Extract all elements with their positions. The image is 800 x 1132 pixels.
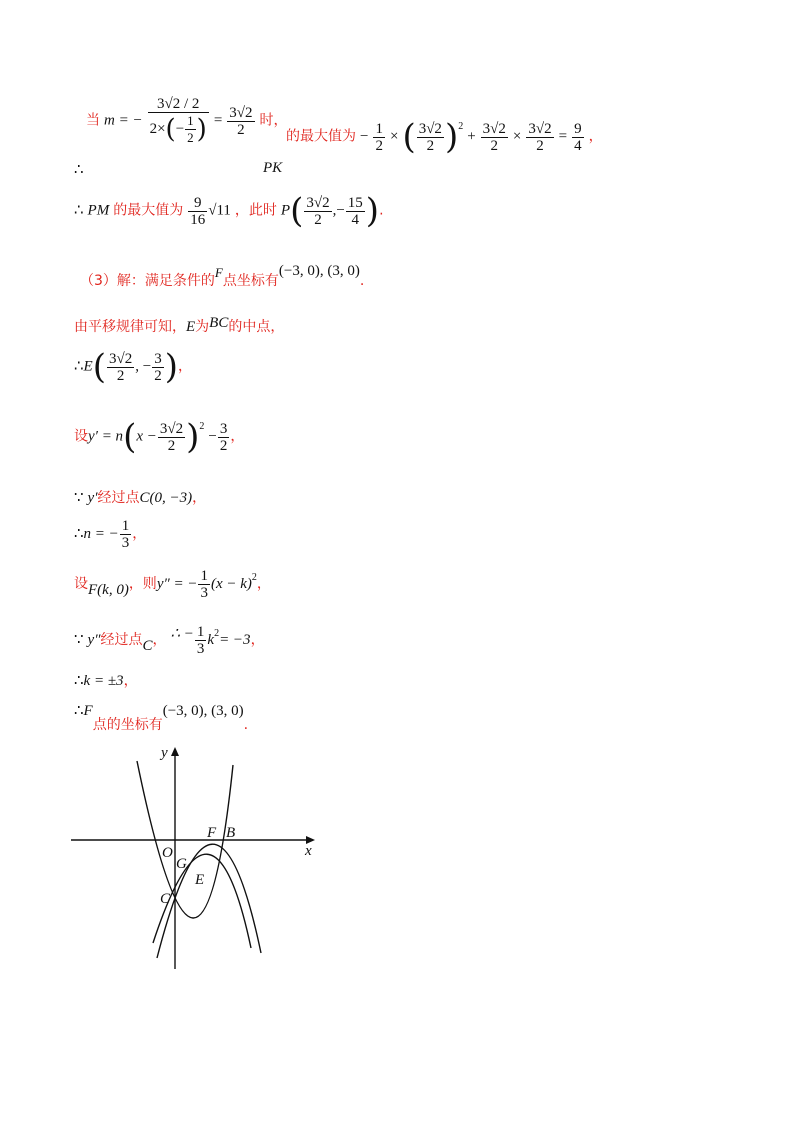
e-point: E [83,358,93,375]
ey-den: 2 [154,367,162,384]
k-value: k = ±3 [83,673,124,689]
ex-num: 3√2 [108,350,133,367]
k-den: 3 [200,585,208,601]
line-10 [74,624,265,657]
y-prime-eq: y′ = n [88,428,124,445]
coef-den: 16 [190,211,206,228]
coef-num: 9 [188,195,207,212]
px-num: 3√2 [306,194,330,211]
py-sign: ,− [332,202,345,219]
exp-6: 2 [199,420,205,432]
res2-num: 9 [574,120,582,137]
pm-label: PM [87,202,110,219]
ey-num: 3 [154,350,162,367]
line-11 [74,670,138,690]
period-12: . [243,717,249,733]
line-2: ∴ PM 的最大值为 $\frac{9}{16}$ √11 ，此时 P( $\frac{3√2}{2}$ ,− $\frac{15}{4}$ ). [74,191,384,231]
y-axis-arrow [171,747,179,756]
sq-den: 2 [426,137,435,154]
f-label: F [214,265,223,280]
py-num: 15 [347,194,363,211]
k-squared: k [207,632,215,649]
line-3 [80,263,365,290]
py-frac [346,195,365,228]
passes-through-10: 经过点 [100,632,143,649]
k-frac [198,568,210,601]
therefore-2: ∴ [74,202,84,219]
inner-den: 2 [167,437,176,454]
inner-x: x − [136,428,157,445]
frac-3 [481,121,508,154]
coords-3: (−3, 0), (3, 0) [278,263,360,279]
point-p: P [280,202,291,219]
result-2-fraction [572,121,584,154]
comma-9: ， [256,576,271,593]
res2-den: 4 [574,137,582,154]
f4-den: 2 [536,137,544,154]
k2-den: 3 [196,641,205,657]
max-label-2: 的最大值为 [113,202,184,219]
translation-text: 由平移规律可知， [74,319,186,335]
comma-10b: ， [250,632,265,649]
half-den: 2 [187,130,194,145]
c-point-7: C(0, −3) [139,490,193,506]
parabola-graph [65,743,325,973]
plus: + [467,128,476,145]
coef-frac [188,195,207,228]
period-3: . [359,273,365,289]
line-1 [86,96,288,146]
inner-num: 3√2 [159,420,184,437]
den-lead: 2× [149,120,166,137]
n-eq: n = − [83,526,119,543]
because-10: ∵ [74,632,84,649]
this-time: ，此时 [234,202,277,219]
exp-9: 2 [251,572,257,584]
line-5: ∴E( $\frac{3√2}{2}$ , − $\frac{3}{2}$ )， [74,347,192,387]
coords-text: 点坐标有 [222,273,279,289]
y-double-prime-eq: y″ = − [156,576,198,593]
f4-num: 3√2 [528,120,552,137]
she-9: 设 [74,576,88,593]
because-7: ∵ [74,490,84,506]
neg-sign: − [360,128,369,145]
half-num: 1 [187,113,194,128]
label-x: x [305,843,312,859]
ey-frac [152,351,164,384]
midpoint-text: 的中点， [228,319,285,335]
frac-half [373,121,385,154]
m-equals: m = − [104,112,143,129]
label-e: E [195,872,205,888]
line-6: 设y′ = n(x − $\frac{3√2}{2}$ )$^2$ − $\frac{3}{2}$ ， [74,417,245,457]
max-label-1: 的最大值为 [286,128,356,145]
line-7 [74,487,206,507]
line-9 [74,568,271,601]
k-num: 1 [200,568,208,584]
k2-frac [195,624,207,657]
m-fraction [148,96,209,146]
n-frac [120,518,132,551]
c-den: 2 [219,437,228,454]
result-num: 3√2 [229,104,253,121]
ex-den: 2 [116,367,125,384]
comma-1: ， [588,128,603,145]
frac-sq [417,121,444,154]
equals: = [213,112,223,129]
minus-6: − [208,428,217,445]
part-3-intro: （3）解：满足条件的 [80,273,215,289]
half-frac [185,113,196,146]
passes-through-7: 经过点 [97,490,140,506]
n-den: 3 [121,535,130,551]
label-f: F [207,825,217,841]
line-4 [74,316,284,336]
f3-den: 2 [490,137,499,154]
pk-label: PK [263,160,283,176]
times-2: × [512,128,522,145]
line-12 [74,700,249,733]
label-c: C [160,891,171,907]
label-o: O [162,845,173,861]
period-2: . [379,202,384,219]
e-label: E [186,319,196,335]
m-fraction-den: 2×(− $\frac{1}{2}$ ) [149,113,207,145]
f-point-12: F [83,703,93,719]
therefore-10: ∴ − [170,626,194,643]
wei-text: 为 [195,319,210,335]
times-1: × [389,128,399,145]
prefix-dang: 当 [86,112,100,129]
curve-y-prime [157,844,261,958]
sq-num: 3√2 [418,120,442,137]
py-den: 4 [351,211,360,228]
x-minus-k: (x − k) [210,576,252,593]
label-b: B [226,825,236,841]
therefore-5: ∴ [74,358,84,375]
f1-num: 1 [375,120,383,137]
ex-frac [107,351,134,384]
e-sep: , − [135,358,152,375]
ze-text: ，则 [128,576,157,593]
m-fraction-num: 3√2 / 2 [148,96,209,113]
frac-4 [526,121,553,154]
eq-neg3: = −3 [219,632,251,649]
y-double-prime: y″ [87,632,101,649]
therefore-11: ∴ [74,673,84,689]
she-6: 设 [74,428,88,445]
f3-num: 3√2 [482,120,506,137]
sq-exp: 2 [458,120,464,132]
result-den: 2 [237,121,245,138]
comma-8: ， [132,526,147,543]
comma-7: ， [192,490,207,506]
therefore-8: ∴ [74,526,84,543]
result-fraction [227,105,254,138]
c-point-10: C [142,638,153,655]
label-g: G [176,856,187,872]
suffix-shi: 时， [259,112,288,129]
comma-11: ， [123,673,138,689]
sqrt-11: √11 [208,202,231,219]
f-coords-text: 点的坐标有 [92,717,163,733]
c-num: 3 [219,420,228,437]
f1-den: 2 [375,137,383,154]
px-den: 2 [314,211,322,228]
therefore-1: ∴ [74,162,84,178]
comma-10a: ， [152,632,167,649]
line-1-max: 的最大值为 − $\frac{1}{2}$ × ( $\frac{3√2}{2}$ )$^2$ + $\frac{3√2}{2}$ × $\frac{3√2}{2}$ = $\frac{9}{4}$ ， [286,117,603,157]
line-8 [74,518,146,551]
therefore-12: ∴ [74,703,84,719]
inner-frac [158,421,185,454]
comma-5: ， [177,358,192,375]
exp-10: 2 [214,628,220,640]
f-k-point: F(k, 0) [88,582,129,599]
k2-num: 1 [196,624,205,640]
comma-6: ， [230,428,245,445]
px-frac [304,195,331,228]
y-prime: y′ [87,490,98,506]
n-num: 1 [121,518,130,534]
coords-12: (−3, 0), (3, 0) [162,703,244,719]
label-y: y [161,745,168,761]
c-frac [218,421,230,454]
bc-label: BC [209,315,229,331]
